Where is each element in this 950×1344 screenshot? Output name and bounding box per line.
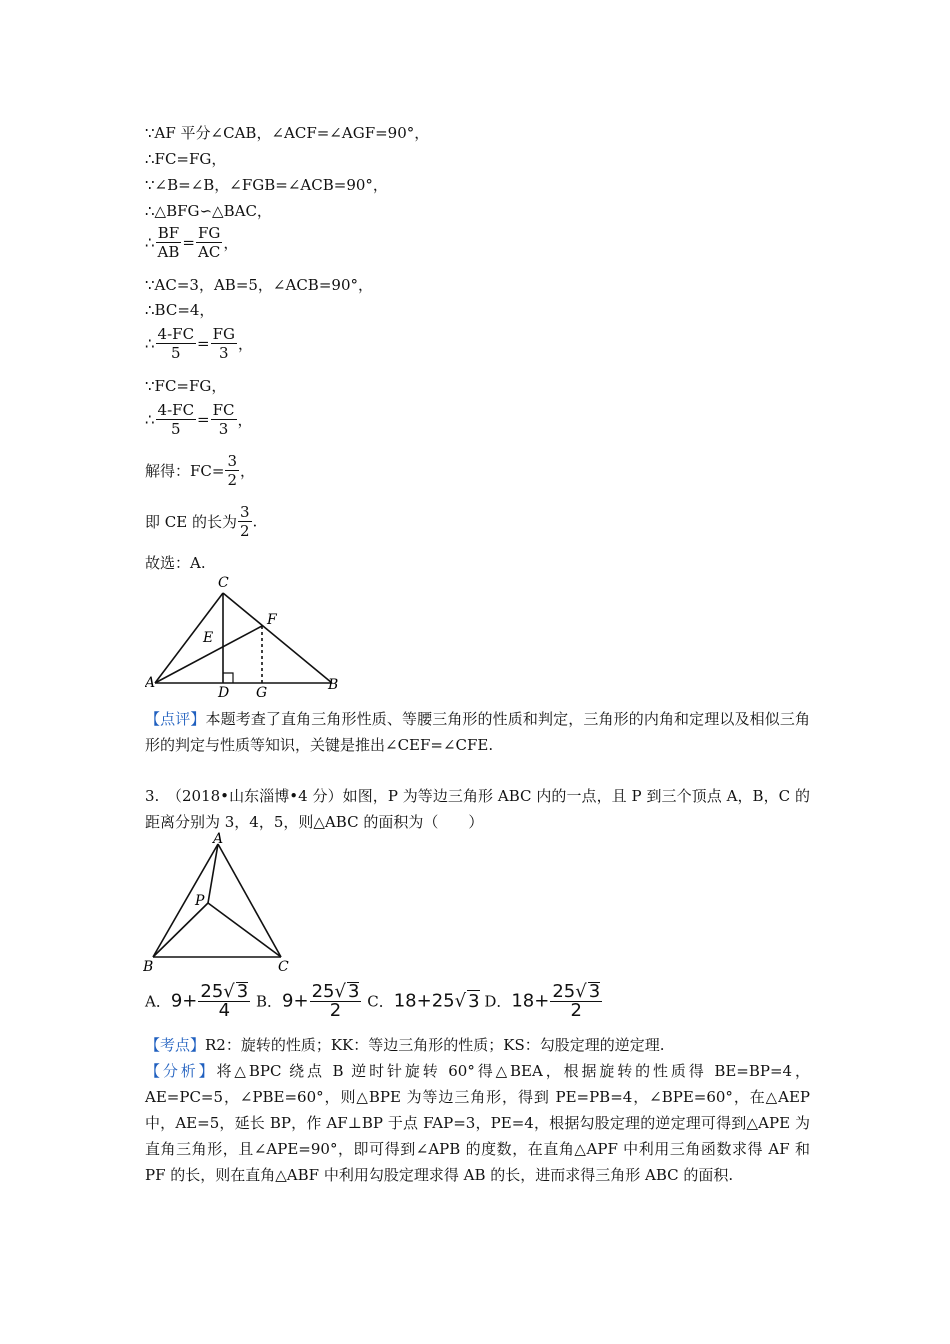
choice-c[interactable]: C．18+25√ 3 [367, 990, 480, 1012]
text-line: ∵AF 平分∠CAB，∠ACF=∠AGF=90°， [145, 124, 430, 142]
label-d: D [218, 685, 230, 699]
right-angle-mark [223, 673, 233, 683]
label-c: C [218, 575, 229, 591]
fraction-line: ∴ $\frac{BF}{AB}$ = $\frac{FG}{AC}$ ， [145, 224, 239, 261]
segment-pc [208, 903, 281, 957]
answer-line: 故选：A. [145, 554, 206, 572]
text-line: ∵AC=3，AB=5，∠ACB=90°， [145, 276, 373, 294]
label-p: P [195, 893, 205, 909]
fraction-line: ∴ $\frac{4-FC}{5}$ = $\frac{FG}{3}$ ， [145, 325, 254, 362]
segment-pb [153, 903, 208, 957]
label-a: A [145, 675, 156, 691]
label-c: C [278, 959, 289, 975]
question-3: 3. （2018•山东淄博•4 分）如图，P 为等边三角形 ABC 内的一点，且 P 到三个顶点 A，B，C 的距离分别为 3，4，5，则△ABC 的面积为（ ） [145, 787, 810, 831]
comment-paragraph: 【点评】本题考查了直角三角形性质、等腰三角形的性质和判定，三角形的内角和定理以及相似三角形的判定与性质等知识，关键是推出∠CEF=∠CFE. [145, 710, 810, 754]
text-line: ∵FC=FG， [145, 377, 227, 395]
triangle-figure-2 [143, 832, 303, 977]
choices-row [145, 982, 603, 1020]
label-b: B [143, 959, 154, 975]
kaodian-paragraph: 【考点】R2：旋转的性质；KK：等边三角形的性质；KS：勾股定理的逆定理. [145, 1036, 665, 1054]
fraction-line: ∴ $\frac{4-FC}{5}$ = $\frac{FC}{3}$ ， [145, 401, 253, 438]
text-line: ∴BC=4， [145, 301, 215, 319]
choice-b[interactable]: B．9+ $\frac{25√ 3}{2}$ [256, 981, 360, 1021]
text-line: ∴△BFG∽△BAC， [145, 202, 272, 220]
solve-line: 解得：FC= $\frac{3}{2}$ ， [145, 452, 256, 489]
label-e: E [203, 630, 214, 646]
triangle-figure-1 [145, 574, 350, 699]
label-b: B [328, 677, 339, 693]
choice-d[interactable]: D．18+ $\frac{25√ 3}{2}$ [484, 981, 601, 1021]
segment-ac [218, 844, 281, 957]
fenxi-paragraph: 【分析】将△BPC 绕点 B 逆时针旋转 60°得△BEA，根据旋转的性质得 BE=BP=4，AE=PC=5，∠PBE=60°，则△BPE 为等边三角形，得到 PE=PB=4，∠BPE=60°，在△AEP 中，AE=5，延长 BP，作 AF⊥BP 于点 FAP=3，PE=4，根据勾股定理的逆定理可得到△APE 为直角三角形，且∠APE=90°，即可得到∠APB 的度数，在直角△APF 中利用三角函数求得 AF 和 PF 的长，则在直角△ABF 中利用勾股定理求得 AB 的长，进而求得三角形 ABC 的面积. [145, 1062, 810, 1184]
label-f: F [267, 612, 277, 628]
choice-a[interactable]: A．9+ $\frac{25√ 3}{4}$ [145, 981, 249, 1021]
ce-length-line: 即 CE 的长为 $\frac{3}{2}$ . [145, 503, 258, 540]
text-line: ∴FC=FG， [145, 150, 227, 168]
label-g: G [256, 685, 268, 699]
text-line: ∵∠B=∠B，∠FGB=∠ACB=90°， [145, 176, 388, 194]
label-a: A [213, 832, 224, 847]
